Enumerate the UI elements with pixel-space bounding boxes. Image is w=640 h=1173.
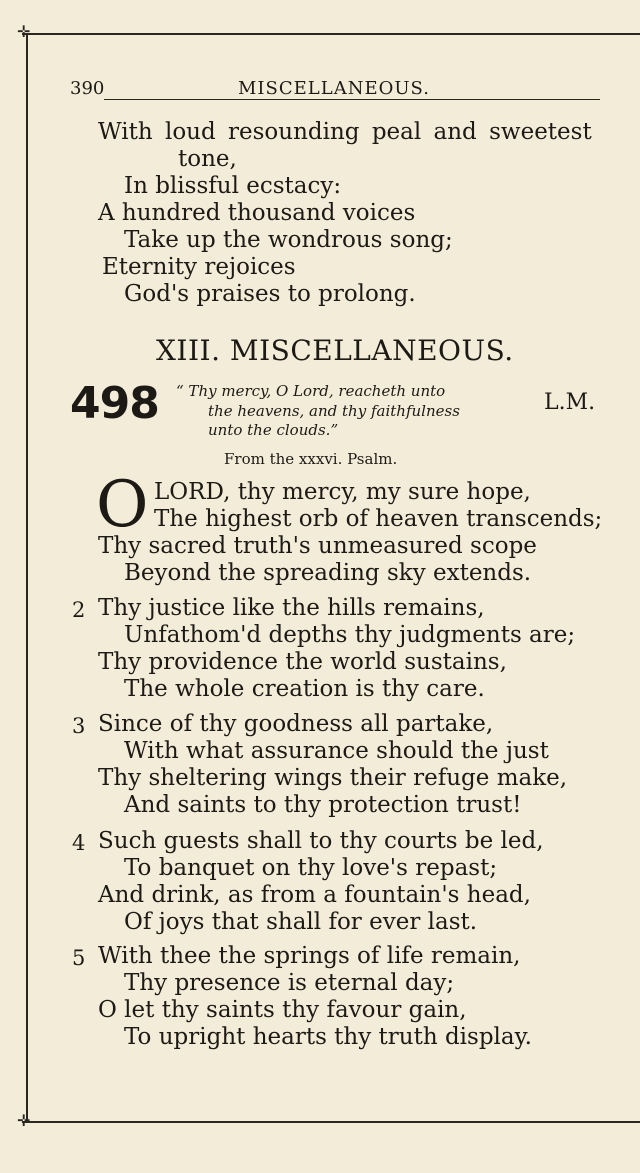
hymn-source: From the xxxvi. Psalm. [224,450,398,468]
verse-line: Thy justice like the hills remains, [98,595,485,621]
verse-line: Unfathom'd depths thy judgments are; [124,622,576,648]
running-title: MISCELLANEOUS. [238,78,430,99]
drop-cap: O [96,468,149,542]
verse-line: And drink, as from a fountain's head, [98,882,531,908]
verse-line: Of joys that shall for ever last. [124,909,478,935]
left-border [26,33,28,1123]
stanza-number: 2 [72,598,86,622]
section-heading: XIII. MISCELLANEOUS. [156,334,514,367]
verse-line: LORD, thy mercy, my sure hope, [154,479,531,505]
meter-label: L.M. [544,390,596,415]
header-rule [104,99,600,100]
verse-line: Take up the wondrous song; [124,227,453,253]
corner-ornament-icon: ✛ [17,22,31,41]
verse-line: Such guests shall to thy courts be led, [98,828,544,854]
stanza-number: 3 [72,714,86,738]
verse-line: And saints to thy protection trust! [124,792,522,818]
verse-line: O let thy saints thy favour gain, [98,997,467,1023]
verse-line: Thy presence is eternal day; [124,970,455,996]
verse-line: Thy sacred truth's unmeasured scope [98,533,537,559]
epigraph-line: unto the clouds.” [208,421,339,439]
page-number: 390 [70,78,105,99]
verse-line: With thee the springs of life remain, [98,943,521,969]
verse-line: To upright hearts thy truth display. [124,1024,532,1050]
verse-line: The highest orb of heaven transcends; [154,506,603,532]
epigraph-line: the heavens, and thy faithfulness [208,402,460,420]
verse-line: Thy providence the world sustains, [98,649,507,675]
top-border [22,33,640,35]
hymn-number: 498 [70,378,159,429]
verse-line: To banquet on thy love's repast; [124,855,498,881]
bottom-border [22,1121,640,1123]
stanza-number: 5 [72,946,86,970]
verse-line: Since of thy goodness all partake, [98,711,494,737]
verse-line: tone, [178,146,237,172]
verse-line: A hundred thousand voices [98,200,416,226]
verse-line: God's praises to prolong. [124,281,416,307]
verse-line: Beyond the spreading sky extends. [124,560,532,586]
verse-line: In blissful ecstacy: [124,173,342,199]
verse-line: With what assurance should the just [124,738,549,764]
verse-line: With loud resounding peal and sweetest [98,119,592,145]
verse-line: Thy sheltering wings their refuge make, [98,765,568,791]
verse-line: The whole creation is thy care. [124,676,485,702]
corner-ornament-icon: ✛ [17,1111,31,1130]
stanza-number: 4 [72,831,86,855]
verse-line: Eternity rejoices [102,254,296,280]
epigraph-line: “ Thy mercy, O Lord, reacheth unto [176,382,446,400]
page-header [70,78,600,102]
